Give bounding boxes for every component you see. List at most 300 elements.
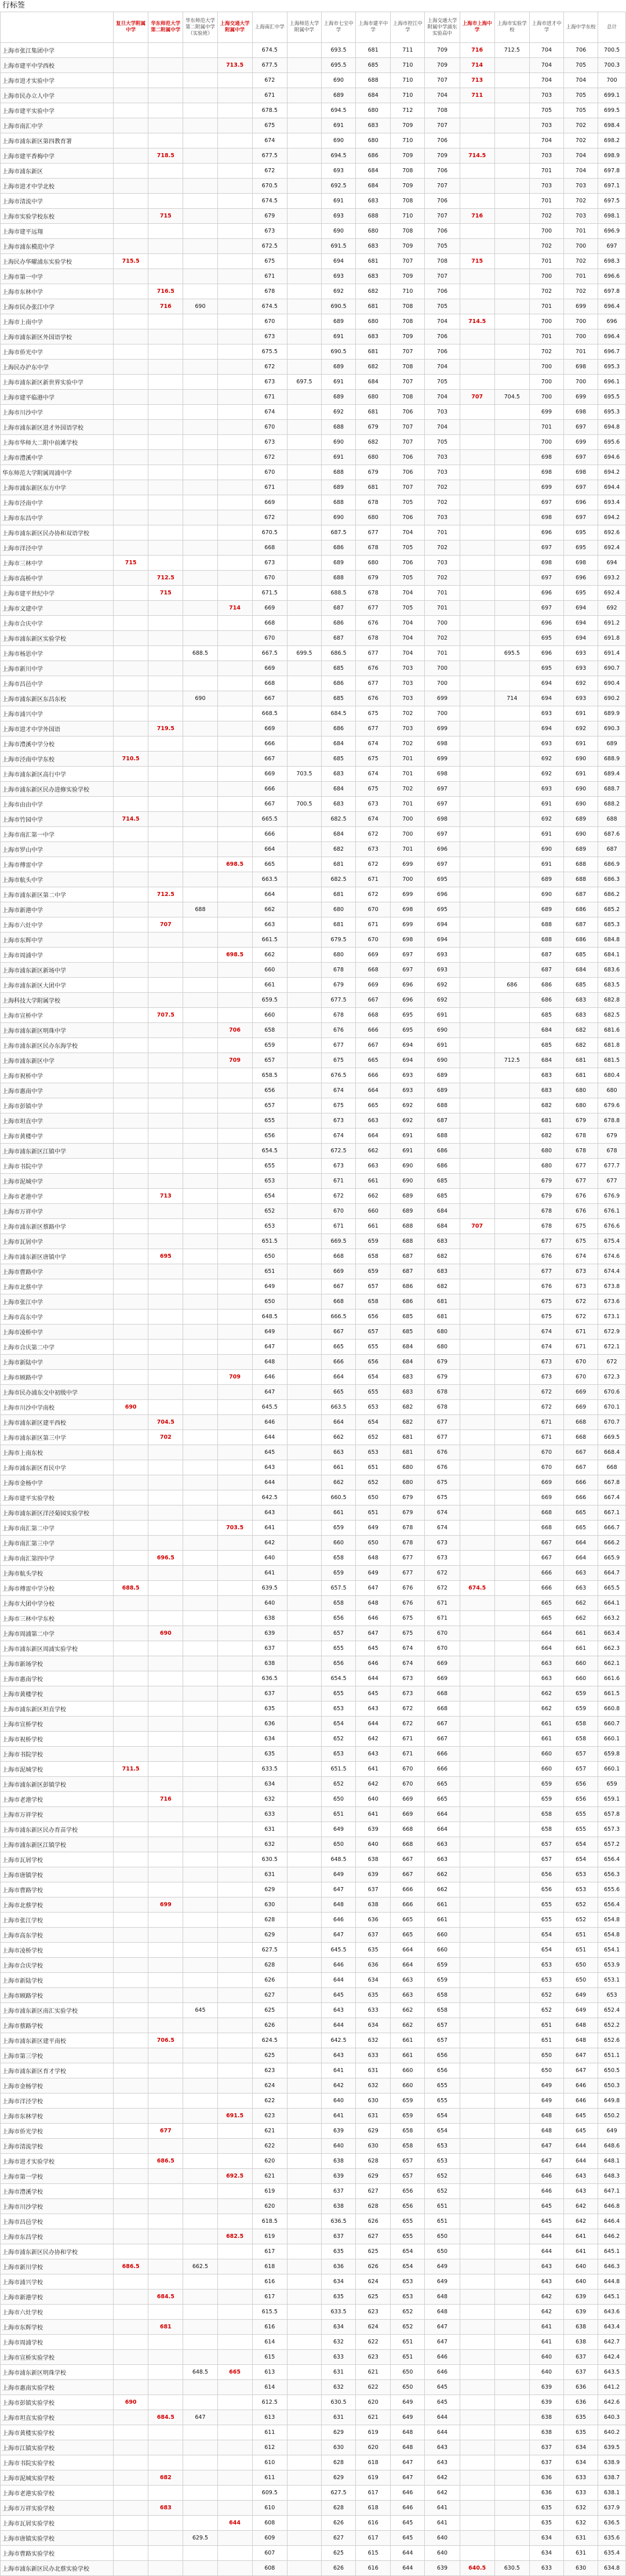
- score-cell[interactable]: [148, 1611, 183, 1626]
- score-cell[interactable]: [148, 2486, 183, 2501]
- score-cell[interactable]: 667: [356, 993, 391, 1008]
- score-cell[interactable]: [494, 1837, 529, 1852]
- score-cell[interactable]: 704: [391, 616, 425, 631]
- score-cell[interactable]: 658: [321, 1551, 355, 1566]
- score-cell[interactable]: 638.7: [598, 2470, 626, 2486]
- score-cell[interactable]: 655: [252, 1113, 287, 1129]
- score-cell[interactable]: 707: [425, 179, 460, 194]
- score-cell[interactable]: [114, 1430, 148, 1445]
- score-cell[interactable]: 663: [321, 1445, 355, 1460]
- score-cell[interactable]: [494, 1686, 529, 1701]
- score-cell[interactable]: 708: [425, 254, 460, 269]
- score-cell[interactable]: 669: [356, 978, 391, 993]
- score-cell[interactable]: [114, 1943, 148, 1958]
- score-cell[interactable]: 695.6: [598, 435, 626, 450]
- score-cell[interactable]: 679.5: [321, 933, 355, 948]
- score-cell[interactable]: 638: [529, 2410, 563, 2425]
- score-cell[interactable]: [287, 1460, 321, 1475]
- score-cell[interactable]: [494, 782, 529, 797]
- score-cell[interactable]: 674: [425, 1505, 460, 1521]
- score-cell[interactable]: 683: [425, 1264, 460, 1279]
- score-cell[interactable]: [148, 1521, 183, 1536]
- score-cell[interactable]: 694: [529, 721, 563, 736]
- score-cell[interactable]: [148, 691, 183, 706]
- score-cell[interactable]: [217, 616, 252, 631]
- score-cell[interactable]: [460, 1083, 494, 1098]
- score-cell[interactable]: 655: [356, 1385, 391, 1400]
- score-cell[interactable]: [494, 872, 529, 887]
- score-cell[interactable]: [183, 164, 217, 179]
- score-cell[interactable]: [217, 103, 252, 118]
- school-name-cell[interactable]: 上海市浦东新区建平南校: [1, 2033, 114, 2048]
- score-cell[interactable]: [460, 812, 494, 827]
- score-cell[interactable]: [287, 586, 321, 601]
- score-cell[interactable]: 684: [356, 179, 391, 194]
- school-name-cell[interactable]: 华东师范大学附属周浦中学: [1, 465, 114, 480]
- score-cell[interactable]: 641: [529, 2335, 563, 2350]
- score-cell[interactable]: 634: [252, 1732, 287, 1747]
- score-cell[interactable]: [217, 525, 252, 540]
- score-cell[interactable]: [217, 993, 252, 1008]
- score-cell[interactable]: 681: [564, 1053, 598, 1068]
- score-cell[interactable]: [287, 1174, 321, 1189]
- score-cell[interactable]: 645: [529, 2214, 563, 2229]
- school-name-cell[interactable]: 上海市侨光学校: [1, 2124, 114, 2139]
- score-cell[interactable]: 626: [356, 2259, 391, 2274]
- score-cell[interactable]: [460, 465, 494, 480]
- score-cell[interactable]: 665: [564, 1505, 598, 1521]
- score-cell[interactable]: [287, 2440, 321, 2455]
- score-cell[interactable]: [460, 1113, 494, 1129]
- score-cell[interactable]: 645: [425, 2380, 460, 2395]
- score-cell[interactable]: [148, 329, 183, 344]
- score-cell[interactable]: 690.5: [321, 344, 355, 360]
- score-cell[interactable]: [114, 510, 148, 525]
- score-cell[interactable]: [217, 375, 252, 390]
- score-cell[interactable]: 665: [252, 857, 287, 872]
- score-cell[interactable]: [183, 360, 217, 375]
- score-cell[interactable]: [460, 2516, 494, 2531]
- score-cell[interactable]: [287, 1490, 321, 1505]
- score-cell[interactable]: [148, 2516, 183, 2531]
- score-cell[interactable]: 636: [529, 2486, 563, 2501]
- score-cell[interactable]: [148, 495, 183, 510]
- score-cell[interactable]: [287, 254, 321, 269]
- score-cell[interactable]: [460, 344, 494, 360]
- score-cell[interactable]: 695: [564, 540, 598, 556]
- score-cell[interactable]: [460, 1325, 494, 1340]
- score-cell[interactable]: [494, 148, 529, 164]
- score-cell[interactable]: 680: [391, 1460, 425, 1475]
- score-cell[interactable]: [217, 1988, 252, 2003]
- score-cell[interactable]: 671: [391, 1747, 425, 1762]
- score-cell[interactable]: 630: [321, 2440, 355, 2455]
- score-cell[interactable]: 632: [356, 2078, 391, 2094]
- score-cell[interactable]: 706: [391, 510, 425, 525]
- score-cell[interactable]: 701: [425, 525, 460, 540]
- school-name-cell[interactable]: 上海市瓦屑实验学校: [1, 2516, 114, 2531]
- score-cell[interactable]: [114, 1204, 148, 1219]
- score-cell[interactable]: 690: [391, 1174, 425, 1189]
- score-cell[interactable]: 688: [356, 73, 391, 88]
- score-cell[interactable]: 660: [252, 963, 287, 978]
- score-cell[interactable]: [460, 2305, 494, 2320]
- score-cell[interactable]: 644: [529, 2244, 563, 2259]
- score-cell[interactable]: 669.5: [598, 1430, 626, 1445]
- score-cell[interactable]: [148, 676, 183, 691]
- score-cell[interactable]: 670: [529, 1460, 563, 1475]
- score-cell[interactable]: 659: [564, 1701, 598, 1717]
- score-cell[interactable]: [183, 2063, 217, 2078]
- score-cell[interactable]: 645: [183, 2003, 217, 2018]
- score-cell[interactable]: [148, 1083, 183, 1098]
- score-cell[interactable]: [287, 1747, 321, 1762]
- score-cell[interactable]: 699.1: [598, 88, 626, 103]
- score-cell[interactable]: 689.4: [598, 767, 626, 782]
- score-cell[interactable]: 669: [529, 1490, 563, 1505]
- score-cell[interactable]: 641: [252, 1521, 287, 1536]
- score-cell[interactable]: [494, 1129, 529, 1144]
- school-name-cell[interactable]: 上海市民办浦东交中初级中学: [1, 1385, 114, 1400]
- score-cell[interactable]: [148, 2259, 183, 2274]
- score-cell[interactable]: 610: [252, 2501, 287, 2516]
- score-cell[interactable]: 695: [529, 631, 563, 646]
- score-cell[interactable]: [287, 224, 321, 239]
- score-cell[interactable]: 700: [529, 390, 563, 405]
- score-cell[interactable]: [148, 1686, 183, 1701]
- score-cell[interactable]: 701: [529, 299, 563, 314]
- score-cell[interactable]: [114, 978, 148, 993]
- score-cell[interactable]: 697: [529, 571, 563, 586]
- score-cell[interactable]: 676: [356, 661, 391, 676]
- score-cell[interactable]: 634: [529, 2546, 563, 2561]
- score-cell[interactable]: [460, 586, 494, 601]
- score-cell[interactable]: 658: [564, 1717, 598, 1732]
- score-cell[interactable]: 678: [425, 1400, 460, 1415]
- score-cell[interactable]: [460, 1430, 494, 1445]
- score-cell[interactable]: 713: [460, 73, 494, 88]
- score-cell[interactable]: [287, 2139, 321, 2154]
- score-cell[interactable]: 647: [529, 2154, 563, 2169]
- school-name-cell[interactable]: 上海市东辉学校: [1, 2320, 114, 2335]
- score-cell[interactable]: [183, 118, 217, 133]
- score-cell[interactable]: 689: [425, 1068, 460, 1083]
- score-cell[interactable]: 658: [425, 1988, 460, 2003]
- score-cell[interactable]: [217, 73, 252, 88]
- score-cell[interactable]: 705: [425, 299, 460, 314]
- score-cell[interactable]: [287, 782, 321, 797]
- score-cell[interactable]: 641: [321, 2063, 355, 2078]
- score-cell[interactable]: 696: [391, 978, 425, 993]
- score-cell[interactable]: 678.8: [598, 1113, 626, 1129]
- score-cell[interactable]: 636: [529, 2470, 563, 2486]
- score-cell[interactable]: 661: [321, 1505, 355, 1521]
- score-cell[interactable]: 686: [564, 902, 598, 917]
- score-cell[interactable]: [148, 73, 183, 88]
- score-cell[interactable]: 671: [252, 480, 287, 495]
- score-cell[interactable]: 643: [321, 2048, 355, 2063]
- score-cell[interactable]: 642: [356, 1777, 391, 1792]
- score-cell[interactable]: 678: [529, 1219, 563, 1234]
- score-cell[interactable]: [183, 1701, 217, 1717]
- score-cell[interactable]: [114, 706, 148, 721]
- score-cell[interactable]: [217, 2139, 252, 2154]
- score-cell[interactable]: [494, 752, 529, 767]
- score-cell[interactable]: [217, 2290, 252, 2305]
- score-cell[interactable]: 634: [252, 1777, 287, 1792]
- score-cell[interactable]: [460, 179, 494, 194]
- score-cell[interactable]: 706: [391, 450, 425, 465]
- score-cell[interactable]: 674.5: [252, 43, 287, 58]
- score-cell[interactable]: 661: [425, 1897, 460, 1913]
- score-cell[interactable]: 699: [425, 752, 460, 767]
- score-cell[interactable]: [114, 1671, 148, 1686]
- score-cell[interactable]: [114, 420, 148, 435]
- score-cell[interactable]: 638: [252, 1656, 287, 1671]
- school-name-cell[interactable]: 上海市宣桥实验学校: [1, 2350, 114, 2365]
- score-cell[interactable]: [148, 269, 183, 284]
- score-cell[interactable]: 696.7: [598, 344, 626, 360]
- score-cell[interactable]: [148, 2455, 183, 2470]
- score-cell[interactable]: 637: [564, 2350, 598, 2365]
- score-cell[interactable]: 692: [321, 405, 355, 420]
- score-cell[interactable]: [217, 435, 252, 450]
- score-cell[interactable]: [460, 1279, 494, 1294]
- score-cell[interactable]: 702: [391, 736, 425, 752]
- score-cell[interactable]: [217, 314, 252, 329]
- score-cell[interactable]: 671: [564, 1340, 598, 1355]
- score-cell[interactable]: 676.1: [598, 1204, 626, 1219]
- score-cell[interactable]: [217, 329, 252, 344]
- score-cell[interactable]: 670.7: [598, 1415, 626, 1430]
- score-cell[interactable]: [460, 993, 494, 1008]
- score-cell[interactable]: [114, 1219, 148, 1234]
- score-cell[interactable]: [460, 2214, 494, 2229]
- score-cell[interactable]: 666: [356, 1068, 391, 1083]
- score-cell[interactable]: [460, 571, 494, 586]
- score-cell[interactable]: [287, 2184, 321, 2199]
- score-cell[interactable]: [148, 540, 183, 556]
- score-cell[interactable]: 629: [321, 2425, 355, 2440]
- score-cell[interactable]: 679: [598, 1129, 626, 1144]
- score-cell[interactable]: 676.9: [598, 1189, 626, 1204]
- score-cell[interactable]: 630: [564, 2561, 598, 2576]
- score-cell[interactable]: 684: [321, 827, 355, 842]
- score-cell[interactable]: 694: [529, 676, 563, 691]
- score-cell[interactable]: 699: [529, 405, 563, 420]
- score-cell[interactable]: [287, 1445, 321, 1460]
- school-name-cell[interactable]: 上海市浦东新区大团中学: [1, 978, 114, 993]
- score-cell[interactable]: 676: [564, 1189, 598, 1204]
- score-cell[interactable]: [148, 948, 183, 963]
- score-cell[interactable]: 697: [425, 782, 460, 797]
- score-cell[interactable]: [494, 2033, 529, 2048]
- score-cell[interactable]: [287, 194, 321, 209]
- score-cell[interactable]: [287, 661, 321, 676]
- score-cell[interactable]: [217, 269, 252, 284]
- score-cell[interactable]: [183, 2380, 217, 2395]
- score-cell[interactable]: [460, 631, 494, 646]
- score-cell[interactable]: [494, 209, 529, 224]
- score-cell[interactable]: 646: [529, 2169, 563, 2184]
- score-cell[interactable]: [148, 1943, 183, 1958]
- score-cell[interactable]: 662: [529, 1686, 563, 1701]
- score-cell[interactable]: [287, 1943, 321, 1958]
- score-cell[interactable]: [494, 1415, 529, 1430]
- score-cell[interactable]: [217, 254, 252, 269]
- score-cell[interactable]: [494, 857, 529, 872]
- score-cell[interactable]: [287, 2531, 321, 2546]
- score-cell[interactable]: 709: [391, 269, 425, 284]
- score-cell[interactable]: 636.5: [598, 2516, 626, 2531]
- score-cell[interactable]: 680: [356, 314, 391, 329]
- score-cell[interactable]: 665: [425, 1777, 460, 1792]
- score-cell[interactable]: 695: [564, 586, 598, 601]
- score-cell[interactable]: [114, 480, 148, 495]
- score-cell[interactable]: 704: [391, 631, 425, 646]
- score-cell[interactable]: 652: [356, 1430, 391, 1445]
- score-cell[interactable]: [114, 1732, 148, 1747]
- score-cell[interactable]: 655: [391, 2214, 425, 2229]
- score-cell[interactable]: [217, 2154, 252, 2169]
- score-cell[interactable]: [460, 827, 494, 842]
- score-cell[interactable]: 674.4: [598, 1264, 626, 1279]
- score-cell[interactable]: 635: [252, 1701, 287, 1717]
- score-cell[interactable]: 651: [391, 2335, 425, 2350]
- score-cell[interactable]: 653: [529, 1973, 563, 1988]
- score-cell[interactable]: 644: [425, 2410, 460, 2425]
- score-cell[interactable]: 702: [564, 194, 598, 209]
- score-cell[interactable]: 667: [529, 1536, 563, 1551]
- score-cell[interactable]: [148, 857, 183, 872]
- score-cell[interactable]: 657: [391, 2169, 425, 2184]
- score-cell[interactable]: 626: [252, 2018, 287, 2033]
- score-cell[interactable]: [217, 1279, 252, 1294]
- score-cell[interactable]: [183, 1264, 217, 1279]
- score-cell[interactable]: [148, 556, 183, 571]
- score-cell[interactable]: 690: [529, 887, 563, 902]
- score-cell[interactable]: 664: [564, 1551, 598, 1566]
- score-cell[interactable]: [148, 1505, 183, 1521]
- score-cell[interactable]: [287, 933, 321, 948]
- score-cell[interactable]: 653: [356, 1445, 391, 1460]
- school-name-cell[interactable]: 上海市浦东新区外国语学校: [1, 329, 114, 344]
- score-cell[interactable]: 666: [529, 1566, 563, 1581]
- school-name-cell[interactable]: 上海市黄楼实验学校: [1, 2425, 114, 2440]
- score-cell[interactable]: [183, 887, 217, 902]
- score-cell[interactable]: 707: [425, 209, 460, 224]
- score-cell[interactable]: [114, 1882, 148, 1897]
- score-cell[interactable]: [114, 2290, 148, 2305]
- score-cell[interactable]: [287, 435, 321, 450]
- score-cell[interactable]: 641: [529, 2320, 563, 2335]
- score-cell[interactable]: 706: [425, 194, 460, 209]
- score-cell[interactable]: 684.5: [148, 2410, 183, 2425]
- score-cell[interactable]: 638: [252, 1611, 287, 1626]
- score-cell[interactable]: 647: [529, 2139, 563, 2154]
- score-cell[interactable]: 667: [391, 1852, 425, 1867]
- score-cell[interactable]: 703: [391, 676, 425, 691]
- score-cell[interactable]: 682: [425, 1279, 460, 1294]
- score-cell[interactable]: 673: [425, 1551, 460, 1566]
- score-cell[interactable]: [287, 2274, 321, 2290]
- score-cell[interactable]: 670.5: [252, 525, 287, 540]
- school-name-cell[interactable]: 上海市澧溪学校: [1, 2184, 114, 2199]
- score-cell[interactable]: 685: [529, 1008, 563, 1023]
- score-cell[interactable]: [114, 1807, 148, 1822]
- school-name-cell[interactable]: 上海市浦东新区民办东海学校: [1, 1038, 114, 1053]
- score-cell[interactable]: 641: [564, 2244, 598, 2259]
- score-cell[interactable]: 665: [564, 1521, 598, 1536]
- score-cell[interactable]: 682: [391, 1400, 425, 1415]
- score-cell[interactable]: 623: [252, 2063, 287, 2078]
- score-cell[interactable]: [494, 661, 529, 676]
- score-cell[interactable]: 714.5: [460, 148, 494, 164]
- score-cell[interactable]: 656: [425, 2063, 460, 2078]
- score-cell[interactable]: 647: [252, 1385, 287, 1400]
- score-cell[interactable]: [217, 1626, 252, 1641]
- score-cell[interactable]: 702: [391, 782, 425, 797]
- score-cell[interactable]: [494, 2109, 529, 2124]
- score-cell[interactable]: 668: [529, 1505, 563, 1521]
- score-cell[interactable]: 625: [321, 2546, 355, 2561]
- score-cell[interactable]: [460, 736, 494, 752]
- score-cell[interactable]: 708: [391, 390, 425, 405]
- score-cell[interactable]: [183, 1897, 217, 1913]
- score-cell[interactable]: [217, 812, 252, 827]
- score-cell[interactable]: 645: [391, 2516, 425, 2531]
- score-cell[interactable]: [148, 2365, 183, 2380]
- score-cell[interactable]: [114, 767, 148, 782]
- score-cell[interactable]: 614: [252, 2380, 287, 2395]
- score-cell[interactable]: [183, 2455, 217, 2470]
- score-cell[interactable]: 669: [252, 495, 287, 510]
- score-cell[interactable]: [494, 1038, 529, 1053]
- score-cell[interactable]: 700: [391, 872, 425, 887]
- score-cell[interactable]: [460, 887, 494, 902]
- score-cell[interactable]: [183, 148, 217, 164]
- score-cell[interactable]: 666: [564, 1490, 598, 1505]
- score-cell[interactable]: 643.6: [598, 2305, 626, 2320]
- score-cell[interactable]: 710: [391, 133, 425, 148]
- score-cell[interactable]: 669: [425, 1671, 460, 1686]
- score-cell[interactable]: 675: [391, 1611, 425, 1626]
- score-cell[interactable]: [460, 676, 494, 691]
- score-cell[interactable]: [114, 2109, 148, 2124]
- score-cell[interactable]: 670: [529, 1445, 563, 1460]
- score-cell[interactable]: 698: [425, 812, 460, 827]
- score-cell[interactable]: 667: [564, 1445, 598, 1460]
- score-cell[interactable]: [287, 390, 321, 405]
- score-cell[interactable]: 701: [564, 224, 598, 239]
- score-cell[interactable]: [114, 616, 148, 631]
- score-cell[interactable]: 684: [356, 375, 391, 390]
- score-cell[interactable]: 662.3: [598, 1641, 626, 1656]
- score-cell[interactable]: [287, 1068, 321, 1083]
- score-cell[interactable]: [114, 1490, 148, 1505]
- score-cell[interactable]: 691: [391, 1129, 425, 1144]
- school-name-cell[interactable]: 上海市浦东新区民办北蔡实验学校: [1, 2561, 114, 2576]
- score-cell[interactable]: [217, 1867, 252, 1882]
- score-cell[interactable]: [460, 2501, 494, 2516]
- score-cell[interactable]: 693: [529, 736, 563, 752]
- score-cell[interactable]: 678: [529, 1204, 563, 1219]
- score-cell[interactable]: [494, 1611, 529, 1626]
- score-cell[interactable]: 660: [529, 1762, 563, 1777]
- score-cell[interactable]: 698: [425, 767, 460, 782]
- score-cell[interactable]: 693: [321, 269, 355, 284]
- score-cell[interactable]: 665: [529, 1596, 563, 1611]
